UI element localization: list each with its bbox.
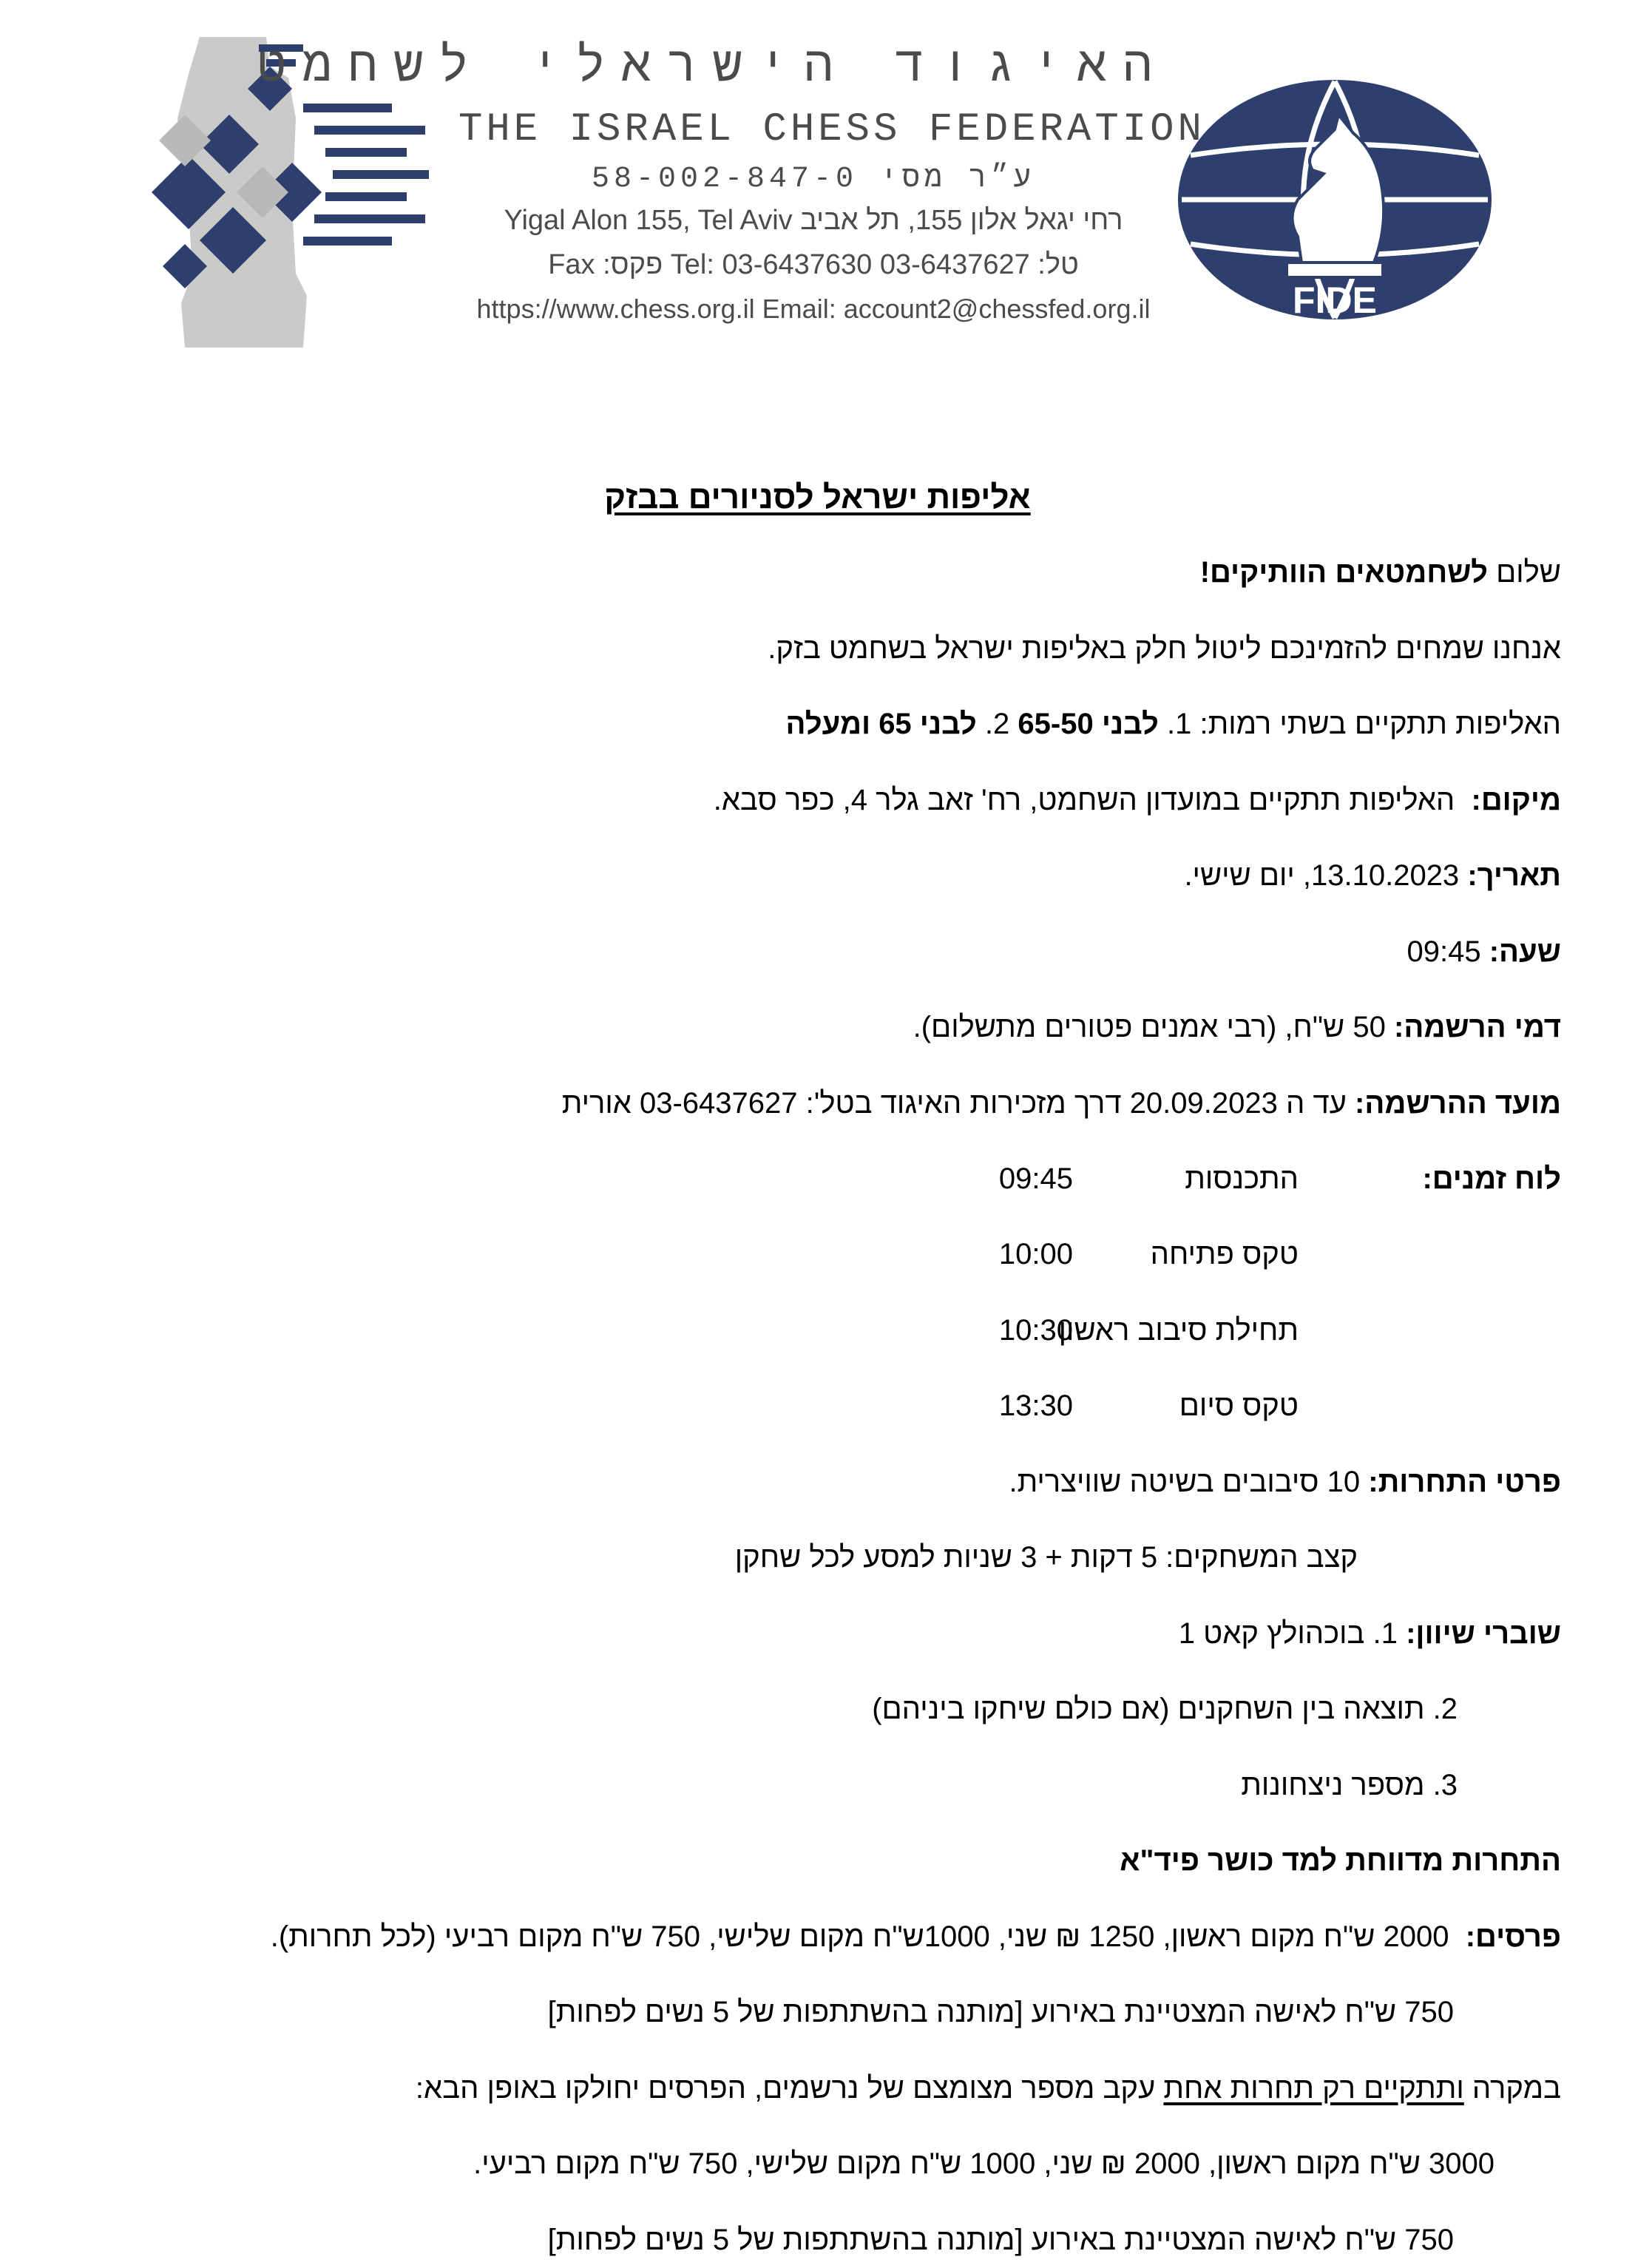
registration-number: ע״ר מסי 58-002-847-0 — [591, 163, 1036, 196]
single-event-prizes-line: 3000 ש"ח מקום ראשון, 2000 ₪ שני, 1000 ש"ח מקום שלישי, 750 ש"ח מקום רביעי. — [473, 2147, 1494, 2180]
schedule-label-text: לוח זמנים: — [1422, 1162, 1561, 1195]
tiebreaks-line — [1179, 1617, 1561, 1651]
level-2: לבני 65 ומעלה — [785, 708, 977, 740]
greeting-line — [1200, 556, 1561, 589]
date-label: תאריך: — [1467, 859, 1561, 892]
fide-rated-text: התחרות מדווחת למד כושר פיד"א — [1120, 1844, 1561, 1877]
fide-logo — [1176, 78, 1494, 322]
schedule-item-time: 13:30 — [998, 1389, 1073, 1422]
tiebreaks-label: שוברי שיוון: — [1406, 1617, 1561, 1650]
schedule-item-event: התכנסות — [1185, 1162, 1299, 1195]
level-1: לבני 65-50 — [1018, 708, 1159, 740]
women-prize-line: 750 ש"ח לאישה המצטיינת באירוע [מותנה בהשתתפות של 5 נשים לפחות] — [547, 1996, 1454, 2028]
tournament-value: 10 סיבובים בשיטה שוויצרית. — [1009, 1466, 1361, 1498]
time-label: שעה: — [1489, 935, 1561, 968]
single-event-underlined: ותתקיים רק תחרות אחת — [1163, 2072, 1464, 2105]
levels-line — [786, 708, 1561, 741]
tournament-label: פרטי התחרות: — [1368, 1466, 1561, 1498]
schedule-item-event: טקס פתיחה — [1150, 1238, 1299, 1270]
invite-line: אנחנו שמחים להזמינכם ליטול חלק באליפות ישראל בשחמט בזק. — [768, 632, 1561, 665]
single-event-prefix: במקרה — [1472, 2072, 1561, 2105]
prizes-label: פרסים: — [1465, 1920, 1561, 1953]
fee-line — [913, 1011, 1561, 1044]
single-event-line — [416, 2072, 1561, 2105]
fee-label: דמי הרשמה: — [1394, 1011, 1561, 1043]
schedule-item-time: 10:30 — [998, 1314, 1073, 1347]
schedule-label — [1422, 1162, 1561, 1196]
greeting-prefix: שלום — [1496, 556, 1561, 589]
greeting-bold: לשחמטאים הוותיקים! — [1199, 556, 1488, 589]
federation-phones: טל: 03-6437627 Tel: 03-6437630 פקס: Fax — [548, 249, 1079, 280]
levels-sep: 2. — [984, 708, 1010, 740]
prizes-line — [271, 1920, 1561, 1954]
registration-deadline-line — [562, 1087, 1561, 1120]
location-value: האליפות תתקיים במועדון השחמט, רח' זאב גלר 4, כפר סבא. — [713, 784, 1455, 816]
fide-logo-text: FIDE — [1293, 280, 1377, 321]
schedule-item-time: 09:45 — [998, 1162, 1073, 1195]
date-value: 13.10.2023, יום שישי. — [1184, 859, 1460, 892]
levels-text: האליפות תתקיים בשתי רמות: 1. — [1166, 708, 1561, 740]
time-value: 09:45 — [1406, 935, 1481, 968]
tiebreak-2: 2. תוצאה בין השחקנים (אם כולם שיחקו ביניהם) — [872, 1693, 1458, 1725]
prizes-value: 2000 ש"ח מקום ראשון, 1250 ₪ שני, 1000ש"ח מקום שלישי, 750 ש"ח מקום רביעי (לכל תחרות). — [270, 1920, 1449, 1953]
federation-hebrew-name: האיגוד הישראלי לשחמט — [257, 35, 1168, 92]
fee-value: 50 ש"ח, (רבי אמנים פטורים מתשלום). — [913, 1011, 1386, 1043]
single-event-women-prize-line: 750 ש"ח לאישה המצטיינת באירוע [מותנה בהשתתפות של 5 נשים לפחות] — [547, 2224, 1454, 2256]
schedule-item-time: 10:00 — [998, 1238, 1073, 1270]
registration-deadline-value: עד ה 20.09.2023 דרך מזכירות האיגוד בטל': 03-6437627 אורית — [561, 1087, 1347, 1120]
tiebreak-1: 1. בוכהולץ קאט 1 — [1178, 1617, 1398, 1650]
federation-address: רחי יגאל אלון 155, תל אביב Yigal Alon 155, Tel Aviv — [504, 205, 1123, 236]
registration-deadline-label: מועד ההרשמה: — [1355, 1087, 1561, 1120]
tiebreak-3: 3. מספר ניצחונות — [1241, 1769, 1458, 1801]
single-event-suffix: עקב מספר מצומצם של נרשמים, הפרסים יחולקו באופן הבא: — [415, 2072, 1156, 2105]
time-control-line: קצב המשחקים: 5 דקות + 3 שניות למסע לכל שחקן — [734, 1541, 1358, 1574]
time-line — [1406, 935, 1561, 969]
fide-rated-line — [1120, 1844, 1561, 1878]
location-line — [714, 784, 1561, 817]
federation-web-email: https://www.chess.org.il Email: account2@chessfed.org.il — [476, 294, 1151, 324]
document-title: אליפות ישראל לסניורים בבזק — [604, 479, 1031, 515]
schedule-item-event: תחילת סיבוב ראשון — [1058, 1314, 1299, 1347]
federation-english-name: THE ISRAEL CHESS FEDERATION — [458, 107, 1205, 152]
location-label: מיקום: — [1471, 784, 1561, 816]
tournament-line — [1009, 1466, 1561, 1499]
date-line — [1184, 859, 1561, 893]
schedule-item-event: טקס סיום — [1179, 1389, 1299, 1422]
